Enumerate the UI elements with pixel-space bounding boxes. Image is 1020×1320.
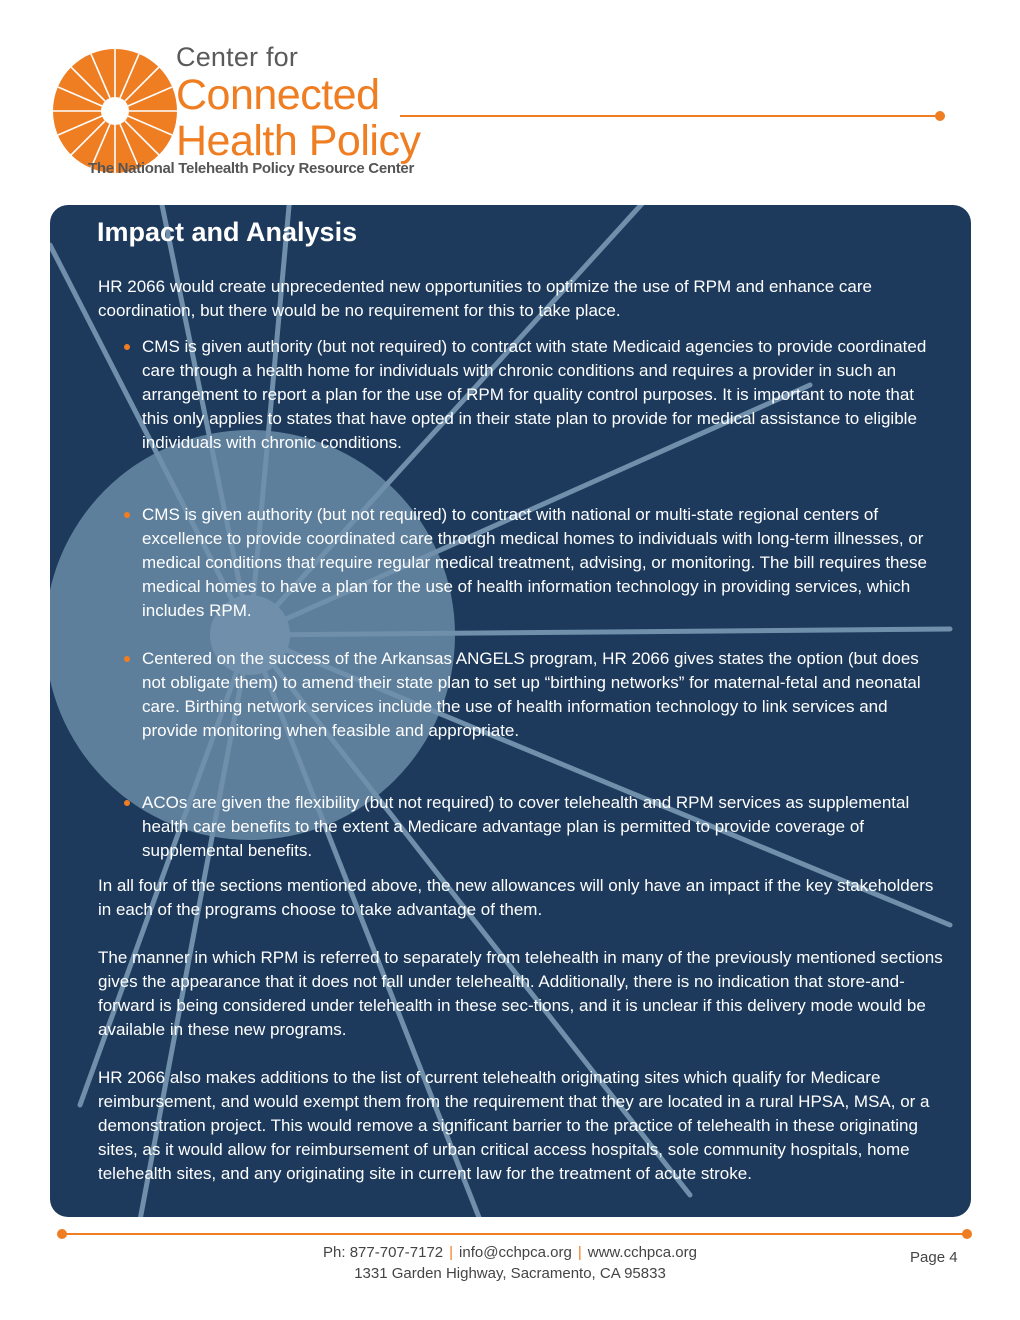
bullet-dot-icon — [124, 344, 130, 350]
header-divider — [400, 115, 940, 117]
bullet-text-4: ACOs are given the flexibility (but not required) to cover telehealth and RPM services as supplemental health care benefits to the extent a Medicare advantage plan is permitted to provide coverage of supplemental benefits. — [142, 793, 910, 860]
section-title: Impact and Analysis — [97, 217, 358, 247]
bullet-item-1 — [142, 335, 932, 455]
logo-tagline: The National Telehealth Policy Resource Center — [88, 160, 415, 177]
footer-separator: | — [577, 1244, 582, 1261]
bullet-item-3 — [142, 647, 932, 743]
logo-line-center-for: Center for — [176, 42, 299, 72]
footer-separator: | — [449, 1244, 454, 1261]
logo-wordmark — [176, 42, 420, 164]
footer-email-link[interactable]: info@cchpca.org — [459, 1244, 572, 1261]
bullet-dot-icon — [124, 512, 130, 518]
paragraph-originating-sites: HR 2066 also makes additions to the list of current telehealth originating sites which qualify for Medicare reimbursement, and would exempt them from the requirement that they are located in a rural HPSA, MSA, or a demonstration project. This would remove a significant barrier to the practice of telehealth in these originating sites, as it would allow for reimbursement of urban critical access hospitals, sole community hospitals, home telehealth sites, and any originating site in current law for the treatment of acute stroke. — [98, 1068, 930, 1183]
bullet-dot-icon — [124, 800, 130, 806]
paragraph-four-sections: In all four of the sections mentioned above, the new allowances will only have an impact if the key stakeholders in each of the programs choose to take advantage of them. — [98, 876, 934, 919]
header-divider-dot — [935, 111, 945, 121]
bullet-text-1: CMS is given authority (but not required) to contract with state Medicaid agencies to provide coordinated care through a health home for individuals with chronic conditions and requires a provider in such an arrangement to report a plan for the use of RPM for quality control purposes. It is important to note that this only applies to states that have opted in their state plan to provide for medical assistance to eligible individuals with chronic conditions. — [142, 337, 927, 452]
logo-line-health-policy: Health Policy — [176, 117, 421, 165]
page-number: Page 4 — [910, 1249, 958, 1266]
intro-paragraph: HR 2066 would create unprecedented new opportunities to optimize the use of RPM and enhance care coordination, but there would be no requirement for this to take place. — [98, 277, 872, 320]
footer-website-link[interactable]: www.cchpca.org — [587, 1244, 697, 1261]
bullet-item-2 — [142, 503, 932, 623]
impact-panel — [50, 205, 971, 1217]
logo-sun-icon — [50, 46, 180, 176]
footer-divider — [62, 1233, 967, 1235]
bullet-item-4 — [142, 791, 932, 863]
footer-address: 1331 Garden Highway, Sacramento, CA 95833 — [354, 1265, 666, 1282]
footer-divider-dot-left — [57, 1229, 67, 1239]
paragraph-rpm-manner: The manner in which RPM is referred to separately from telehealth in many of the previously mentioned sections gives the appearance that it does not fall under telehealth. Additionally, there is no indication that store-and-forward is being considered under telehealth in these sec-tions, and it is unclear if this delivery mode would be available in these new programs. — [98, 948, 943, 1039]
footer-divider-dot-right — [962, 1229, 972, 1239]
logo-line-connected: Connected — [176, 71, 380, 119]
bullet-dot-icon — [124, 656, 130, 662]
bullet-text-3: Centered on the success of the Arkansas ANGELS program, HR 2066 gives states the option (but does not obligate them) to amend their state plan to set up “birthing networks” for maternal-fetal and neonatal care. Birthing network services include the use of health information technology to link services and provide monitoring when feasible and appropriate. — [142, 649, 921, 740]
footer-contact — [260, 1242, 760, 1284]
bullet-text-2: CMS is given authority (but not required) to contract with national or multi-state regional centers of excellence to provide coordinated care through medical homes to individuals with long-term illnesses, or medical conditions that require regular medical treatment, advising, or monitoring. The bill requires these medical homes to have a plan for the use of health information technology in providing services, which includes RPM. — [142, 505, 927, 620]
footer-phone: Ph: 877-707-7172 — [323, 1244, 444, 1261]
contact-line — [260, 1242, 760, 1263]
panel-content — [50, 205, 971, 1217]
